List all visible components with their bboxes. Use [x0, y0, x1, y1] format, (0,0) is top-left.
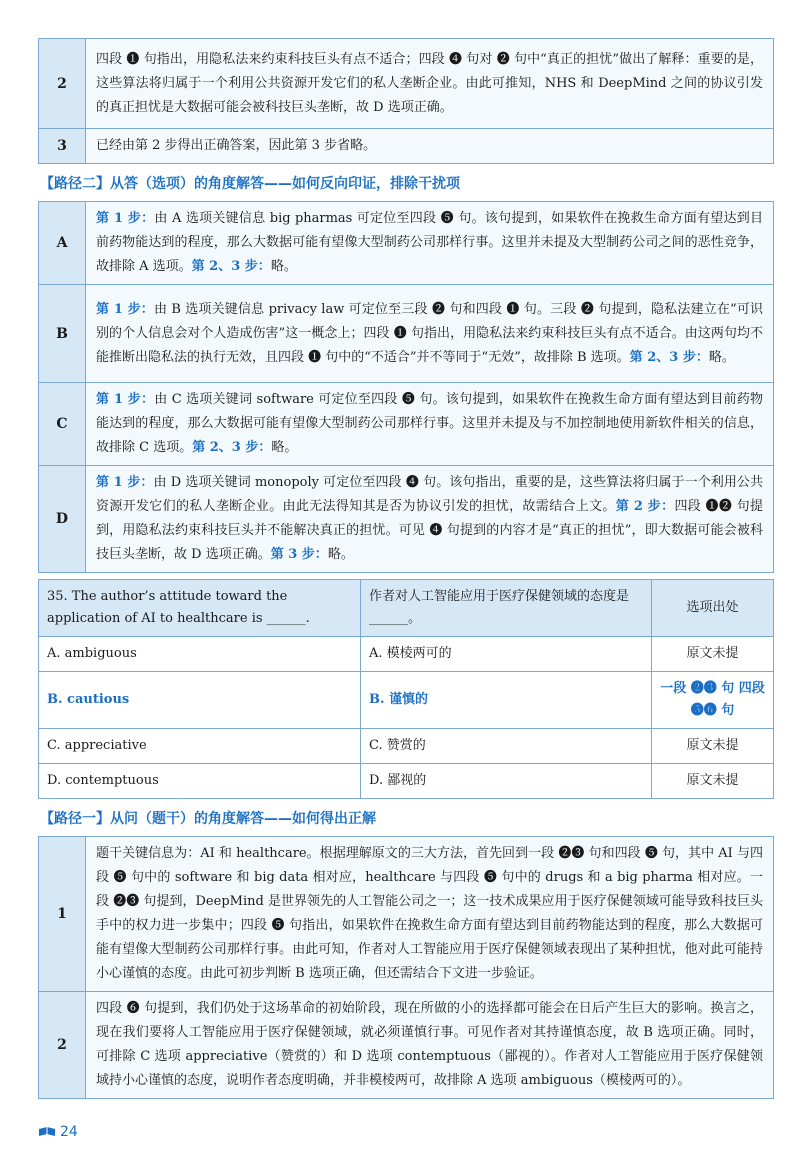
option-en: A. ambiguous — [39, 637, 361, 672]
table-row — [39, 729, 774, 764]
option-source: 原文未提 — [652, 637, 774, 672]
step-text: 题干关键信息为：AI 和 healthcare。根据理解原文的三大方法，首先回到一段 ❷❸ 句和四段 ❺ 句，其中 AI 与四段 ❺ 句中的 software 和 big data 相对应，healthcare 与四段 ❺ 句中的 drugs 和 a big pharma 相对应。一段 ❷❸ 句提到，DeepMind 是世界领先的人工智能公司之一；这一技术成果应用于医疗保健领域可能导致科技巨头手中的权力进一步集中；四段 ❺ 句指出，如果软件在挽救生命方面有望达到目前药物能达到的程度，那么大数据可能有望像大型制药公司那样行事。由此可知，作者对人工智能应用于医疗保健领域表现出了某种担忧，他对此可能持小心谨慎的态度。由此可初步判断 B 选项正确，但还需结合下文进一步验证。 — [86, 837, 774, 992]
option-analysis: 第 1 步：由 D 选项关键词 monopoly 可定位至四段 ❹ 句。该句指出，重要的是，这些算法将归属于一个利用公共资源开发它们的私人垄断企业。由此无法得知其是否为协议引发的担忧，故需结合上文。第 2 步：四段 ❶❷ 句提到，用隐私法约束科技巨头并不能解决真正的担忧。可见 ❹ 句提到的内容才是“真正的担忧”，即大数据可能会被科技巨头垄断，故 D 选项正确。第 3 步：略。 — [86, 466, 774, 573]
table-row — [39, 466, 774, 573]
table-row — [39, 837, 774, 992]
table-header-row — [39, 580, 774, 637]
table-row — [39, 637, 774, 672]
table-row-correct — [39, 672, 774, 729]
step-number: 3 — [39, 129, 86, 164]
option-analysis: 第 1 步：由 C 选项关键词 software 可定位至四段 ❺ 句。该句提到，如果软件在挽救生命方面有望达到目前药物能达到的程度，那么大数据可能有望像大型制药公司那样行事。这里并未提及与不加控制地使用新软件相关的信息，故排除 C 选项。第 2、3 步：略。 — [86, 383, 774, 466]
top-steps-table — [38, 38, 774, 164]
question-stem-en: 35. The author’s attitude toward the application of AI to healthcare is ______. — [39, 580, 361, 637]
option-zh: D. 鄙视的 — [361, 764, 652, 799]
table-row — [39, 129, 774, 164]
table-row — [39, 202, 774, 285]
source-header: 选项出处 — [652, 580, 774, 637]
table-row — [39, 285, 774, 383]
table-row — [39, 764, 774, 799]
page-content — [38, 38, 774, 1099]
page-footer — [38, 1124, 78, 1140]
route1-table — [38, 836, 774, 1099]
table-row — [39, 39, 774, 129]
route1-heading: 【路径一】从问（题干）的角度解答——如何得出正解 — [40, 811, 376, 827]
step-text: 已经由第 2 步得出正确答案，因此第 3 步省略。 — [86, 129, 774, 164]
book-icon — [38, 1126, 56, 1138]
option-source: 原文未提 — [652, 729, 774, 764]
option-analysis: 第 1 步：由 A 选项关键信息 big pharmas 可定位至四段 ❺ 句。该句提到，如果软件在挽救生命方面有望达到目前药物能达到的程度，那么大数据可能有望像大型制药公司那样行事。这里并未提及大型制药公司之间的恶性竞争，故排除 A 选项。第 2、3 步：略。 — [86, 202, 774, 285]
option-source: 一段 ❷❸ 句 四段 ❺❻ 句 — [652, 672, 774, 729]
question-35-table — [38, 579, 774, 799]
page-number: 24 — [60, 1124, 78, 1140]
option-zh: C. 赞赏的 — [361, 729, 652, 764]
step-text: 四段 ❻ 句提到，我们仍处于这场革命的初始阶段，现在所做的小的选择都可能会在日后产生巨大的影响。换言之，现在我们要将人工智能应用于医疗保健领域，就必须谨慎行事。可见作者对其持谨慎态度，故 B 选项正确。同时，可排除 C 选项 appreciative（赞赏的）和 D 选项 contemptuous（鄙视的）。作者对人工智能应用于医疗保健领域持小心谨慎的态度，说明作者态度明确，并非模棱两可，故排除 A 选项 ambiguous（模棱两可的）。 — [86, 992, 774, 1099]
table-row — [39, 992, 774, 1099]
option-analysis: 第 1 步：由 B 选项关键信息 privacy law 可定位至三段 ❷ 句和四段 ❶ 句。三段 ❷ 句提到，隐私法建立在“可识别的个人信息会对个人造成伤害”这一概念上；四段 ❶ 句指出，用隐私法来约束科技巨头有点不适合。由这两句均不能推断出隐私法的执行无效，且四段 ❶ 句中的“不适合”并不等同于“无效”，故排除 B 选项。第 2、3 步：略。 — [86, 285, 774, 383]
option-label: B — [39, 285, 86, 383]
step-number: 2 — [39, 992, 86, 1099]
option-label: A — [39, 202, 86, 285]
option-label: C — [39, 383, 86, 466]
option-en: D. contemptuous — [39, 764, 361, 799]
step-number: 1 — [39, 837, 86, 992]
option-zh: B. 谨慎的 — [361, 672, 652, 729]
step-number: 2 — [39, 39, 86, 129]
question-stem-zh: 作者对人工智能应用于医疗保健领域的态度是______。 — [361, 580, 652, 637]
option-zh: A. 模棱两可的 — [361, 637, 652, 672]
table-row — [39, 383, 774, 466]
option-label: D — [39, 466, 86, 573]
step-text: 四段 ❶ 句指出，用隐私法来约束科技巨头有点不适合；四段 ❹ 句对 ❷ 句中“真正的担忧”做出了解释：重要的是，这些算法将归属于一个利用公共资源开发它们的私人垄断企业。由此可推知，NHS 和 DeepMind 之间的协议引发的真正担忧是大数据可能会被科技巨头垄断，故 D 选项正确。 — [86, 39, 774, 129]
option-en: C. appreciative — [39, 729, 361, 764]
option-en: B. cautious — [39, 672, 361, 729]
route2-table — [38, 201, 774, 573]
option-source: 原文未提 — [652, 764, 774, 799]
route2-heading: 【路径二】从答（选项）的角度解答——如何反向印证，排除干扰项 — [40, 176, 460, 192]
